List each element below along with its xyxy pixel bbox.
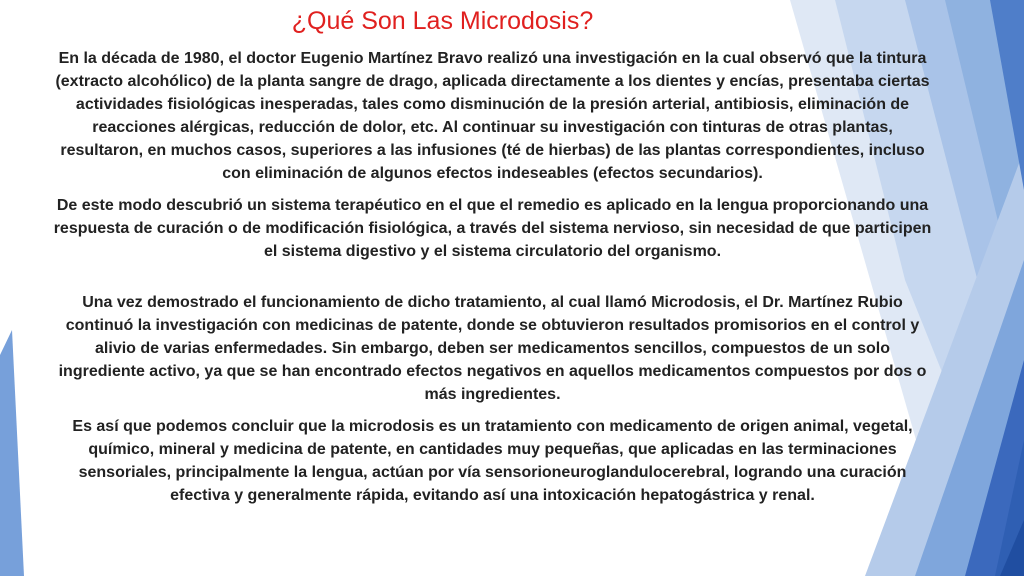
paragraph-patent-medicines: Una vez demostrado el funcionamiento de dicho tratamiento, al cual llamó Microdosis, el Dr. Martínez Rubio continuó la investigación con medicinas de patente, donde se obtuvieron resultados promisorios en el control y alivio de varias enfermedades. Sin embargo, deben ser medicamentos sencillos, compuestos de un solo ingrediente activo, ya que se han encontrado efectos negativos en aquellos medicamentos compuestos por dos o más ingredientes. <box>58 294 927 403</box>
slide-body <box>50 47 935 507</box>
left-accent-strip <box>0 330 24 576</box>
paragraph-origin: En la década de 1980, el doctor Eugenio Martínez Bravo realizó una investigación en la cual observó que la tintura (extracto alcohólico) de la planta sangre de drago, aplicada directamente a los dientes y encías, presentaba ciertas actividades fisiológicas inesperadas, tales como disminución de la presión arterial, antibiosis, eliminación de reacciones alérgicas, reducción de dolor, etc. Al continuar su investigación con tinturas de otras plantas, resultaron, en muchos casos, superiores a las infusiones (té de hierbas) de las plantas correspondientes, incluso con eliminación de algunos efectos indeseables (efectos secundarios). <box>55 50 930 182</box>
paragraph-discovery: De este modo descubrió un sistema terapéutico en el que el remedio es aplicado en la lengua proporcionando una respuesta de curación o de modificación fisiológica, a través del sistema nervioso, sin necesidad de que participen el sistema digestivo y el sistema circulatorio del organismo. <box>53 197 932 260</box>
paragraph-conclusion: Es así que podemos concluir que la microdosis es un tratamiento con medicamento de origen animal, vegetal, químico, mineral y medicina de patente, en cantidades muy pequeñas, que aplicadas en las terminaciones sensoriales, principalmente la lengua, actúan por vía sensorioneuroglandulocerebral, logrando una curación efectiva y generalmente rápida, evitando así una intoxicación hepatogástrica y renal. <box>72 418 913 504</box>
slide-title: ¿Qué Son Las Microdosis? <box>291 7 594 35</box>
